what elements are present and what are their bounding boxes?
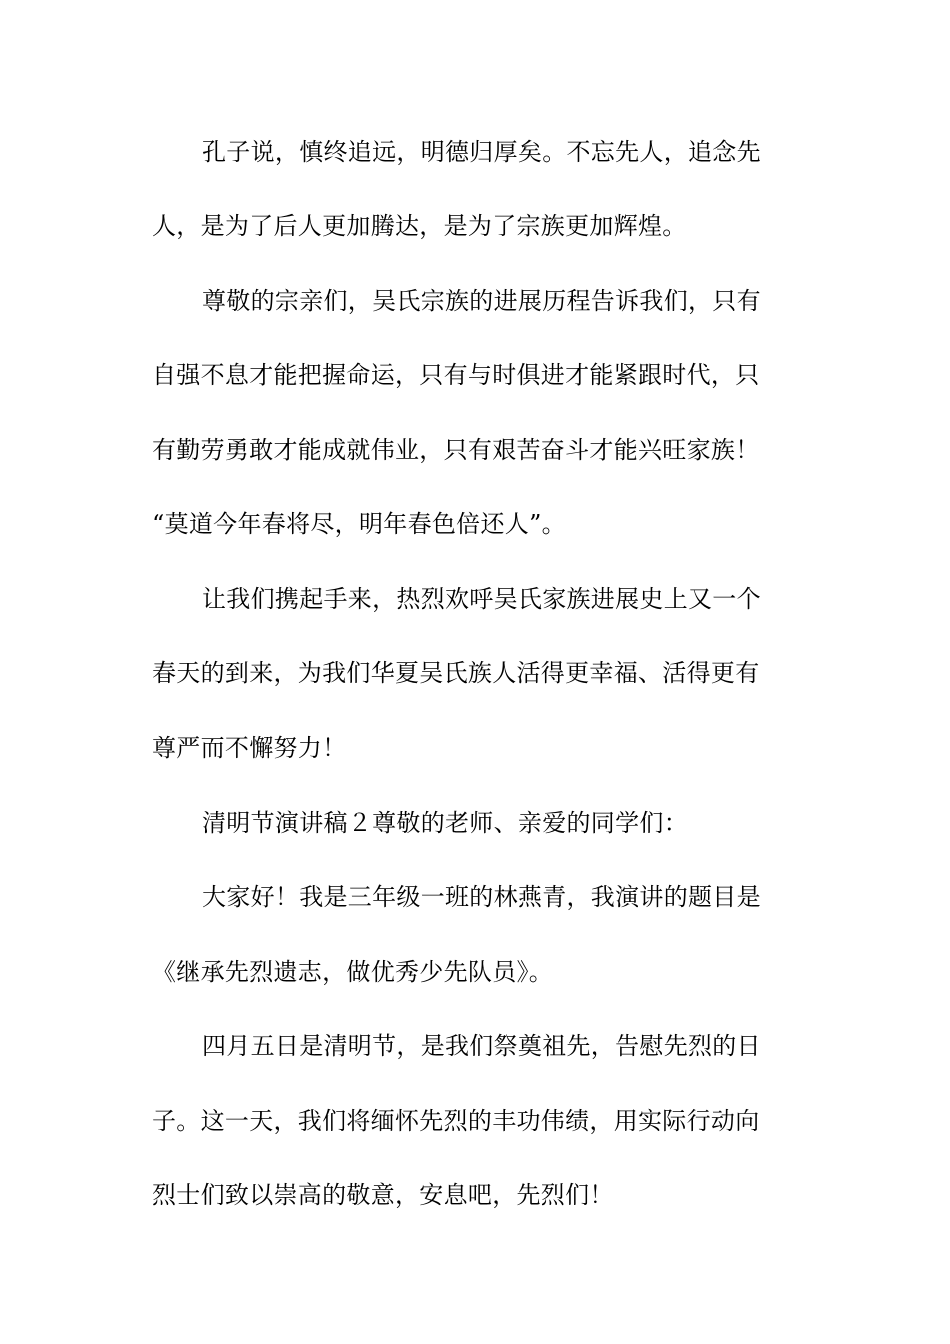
text-line: 清明节演讲稿２尊敬的老师、亲爱的同学们： xyxy=(202,809,688,837)
text-line: “莫道今年春将尽，明年春色倍还人”。 xyxy=(152,510,566,538)
text-line: 大家好！我是三年级一班的林燕青，我演讲的题目是 xyxy=(202,883,761,911)
text-line: 《继承先烈遗志，做优秀少先队员》。 xyxy=(152,958,554,986)
text-line: 人，是为了后人更加腾达，是为了宗族更加辉煌。 xyxy=(152,212,687,240)
text-line: 让我们携起手来，热烈欢呼吴氏家族进展史上又一个 xyxy=(202,585,761,613)
text-line: 孔子说，慎终追远，明德归厚矣。不忘先人，追念先 xyxy=(202,138,761,166)
text-line: 春天的到来，为我们华夏吴氏族人活得更幸福、活得更有 xyxy=(152,659,760,687)
text-line: 自强不息才能把握命运，只有与时俱进才能紧跟时代，只 xyxy=(152,361,760,389)
text-line: 四月五日是清明节，是我们祭奠祖先，告慰先烈的日 xyxy=(202,1032,761,1060)
text-line: 有勤劳勇敢才能成就伟业，只有艰苦奋斗才能兴旺家族！ xyxy=(152,436,760,464)
text-line: 尊敬的宗亲们，吴氏宗族的进展历程告诉我们，只有 xyxy=(202,287,761,315)
text-line: 尊严而不懈努力！ xyxy=(152,734,347,762)
text-line: 子。这一天，我们将缅怀先烈的丰功伟绩，用实际行动向 xyxy=(152,1107,760,1135)
text-line: 烈士们致以崇高的敬意，安息吧，先烈们！ xyxy=(152,1181,614,1209)
